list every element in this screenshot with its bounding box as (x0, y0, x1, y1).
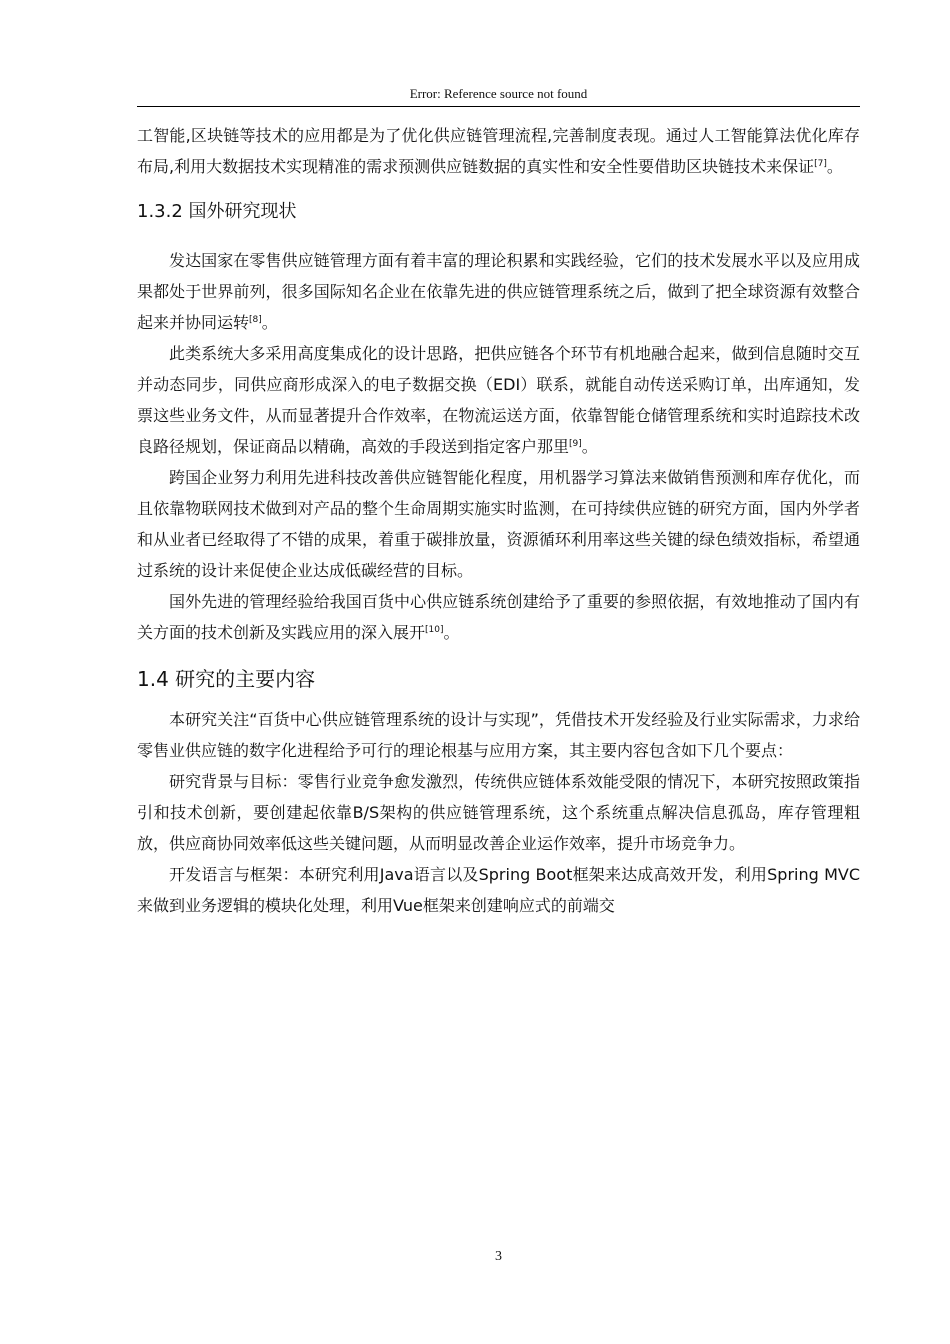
paragraph-end: 。 (261, 313, 278, 332)
page-header: Error: Reference source not found (409, 86, 588, 101)
paragraph-text: 发达国家在零售供应链管理方面有着丰富的理论积累和实践经验，它们的技术发展水平以及应用成果都处于世界前列，很多国际知名企业在依靠先进的供应链管理系统之后，做到了把全球资源有效整合起来并协同运转 (137, 251, 860, 332)
citation[interactable]: [7] (814, 159, 827, 169)
page-body (137, 120, 860, 921)
page-number: 3 (495, 1249, 502, 1264)
paragraph-end: 。 (443, 623, 460, 642)
section-heading-1-3-2: 1.3.2 国外研究现状 (137, 201, 297, 222)
header-rule (137, 106, 860, 107)
paragraph-text: 此类系统大多采用高度集成化的设计思路，把供应链各个环节有机地融合起来，做到信息随时交互并动态同步，同供应商形成深入的电子数据交换（EDI）联系，就能自动传送采购订单，出库通知，发票这些业务文件，从而显著提升合作效率，在物流运送方面，依靠智能仓储管理系统和实时追踪技术改良路径规划，保证商品以精确，高效的手段送到指定客户那里 (137, 344, 860, 456)
paragraph (137, 586, 860, 648)
paragraph: 开发语言与框架：本研究利用Java语言以及Spring Boot框架来达成高效开发，利用Spring MVC来做到业务逻辑的模块化处理，利用Vue框架来创建响应式的前端交 (137, 865, 860, 915)
paragraph-end: 。 (581, 437, 598, 456)
citation[interactable]: [9] (569, 439, 582, 449)
intro-text: 工智能,区块链等技术的应用都是为了优化供应链管理流程,完善制度表现。通过人工智能算法优化库存布局,利用大数据技术实现精准的需求预测供应链数据的真实性和安全性要借助区块链技术来保证 (137, 126, 860, 176)
paragraph (137, 245, 860, 338)
intro-paragraph (137, 120, 860, 182)
paragraph: 跨国企业努力利用先进科技改善供应链智能化程度，用机器学习算法来做销售预测和库存优化，而且依靠物联网技术做到对产品的整个生命周期实施实时监测，在可持续供应链的研究方面，国内外学者和从业者已经取得了不错的成果，着重于碳排放量，资源循环利用率这些关键的绿色绩效指标，希望通过系统的设计来促使企业达成低碳经营的目标。 (137, 468, 860, 580)
paragraph: 本研究关注“百货中心供应链管理系统的设计与实现”，凭借技术开发经验及行业实际需求，力求给零售业供应链的数字化进程给予可行的理论根基与应用方案，其主要内容包含如下几个要点： (137, 710, 860, 760)
intro-end: 。 (826, 157, 843, 176)
section-heading-1-4: 1.4 研究的主要内容 (137, 667, 316, 691)
paragraph (137, 338, 860, 462)
paragraph: 研究背景与目标：零售行业竞争愈发激烈，传统供应链体系效能受限的情况下，本研究按照政策指引和技术创新，要创建起依靠B/S架构的供应链管理系统，这个系统重点解决信息孤岛，库存管理粗放，供应商协同效率低这些关键问题，从而明显改善企业运作效率，提升市场竞争力。 (137, 772, 860, 853)
citation[interactable]: [8] (249, 315, 262, 325)
citation[interactable]: [10] (425, 625, 444, 635)
paragraph-text: 国外先进的管理经验给我国百货中心供应链系统创建给予了重要的参照依据，有效地推动了国内有关方面的技术创新及实践应用的深入展开 (137, 592, 860, 642)
